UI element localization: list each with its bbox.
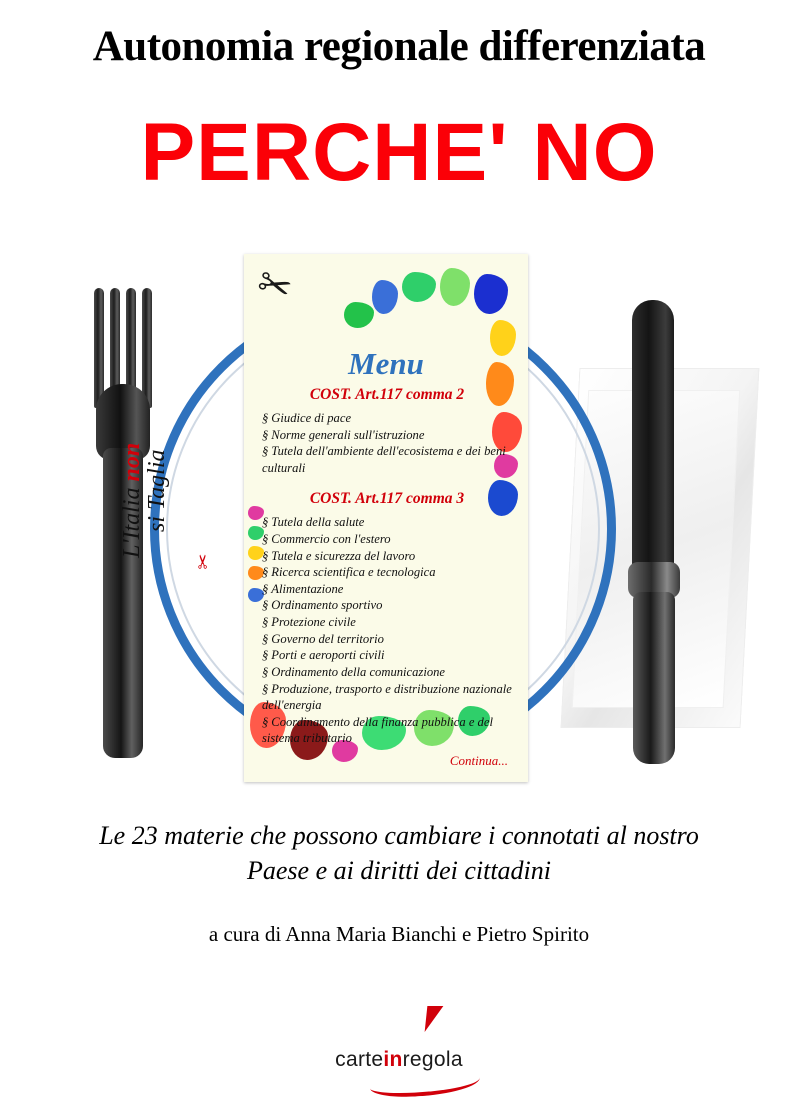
- menu-heading-comma2: COST. Art.117 comma 2: [309, 386, 465, 403]
- section-mark: §: [262, 444, 269, 459]
- scissors-icon: ✂: [251, 258, 298, 313]
- page-title-subtitle: Autonomia regionale differenziata: [92, 23, 706, 70]
- poster-byline: a cura di Anna Maria Bianchi e Pietro Spirito: [208, 922, 590, 946]
- knife-icon: [626, 300, 686, 764]
- list-item: [262, 514, 512, 531]
- caption-line-2: Paese e ai diritti dei cittadini: [246, 856, 551, 886]
- list-item: [262, 581, 512, 598]
- region-blob: [402, 272, 436, 302]
- menu-list-comma3: [262, 514, 512, 747]
- side-logo-line1: L'Italia: [119, 481, 145, 558]
- section-mark: §: [262, 615, 269, 630]
- logo-part-3: regola: [402, 1048, 463, 1071]
- section-mark: §: [262, 714, 269, 729]
- list-item: [262, 410, 512, 427]
- footer-logo-text: [0, 1048, 798, 1072]
- list-item-label: Protezione civile: [271, 615, 356, 630]
- section-mark: §: [262, 565, 269, 580]
- list-item: [262, 681, 512, 714]
- list-item-label: Porti e aeroporti civili: [271, 648, 385, 663]
- list-item: [262, 427, 512, 444]
- side-logo-line2: si Taglia: [144, 449, 171, 532]
- region-blob: [474, 274, 508, 314]
- list-item: [262, 631, 512, 648]
- page-title-main: PERCHE' NO: [140, 107, 658, 198]
- menu-heading-comma3: COST. Art.117 comma 3: [309, 490, 465, 508]
- list-item: [262, 647, 512, 664]
- list-item-label: Giudice di pace: [271, 411, 352, 425]
- section-mark: §: [262, 581, 269, 596]
- list-item-label: Tutela e sicurezza del lavoro: [271, 548, 416, 563]
- caption-line-1: Le 23 materie che possono cambiare i connotati al nostro: [99, 821, 699, 850]
- section-mark: §: [262, 681, 269, 696]
- list-item: [262, 714, 512, 747]
- region-blob: [372, 280, 398, 314]
- side-logo-non: non: [119, 442, 145, 482]
- list-item-label: Commercio con l'estero: [271, 532, 391, 547]
- section-mark: §: [262, 631, 269, 646]
- menu-continua-label: Continua...: [449, 752, 508, 768]
- list-item: [262, 564, 512, 581]
- section-mark: §: [262, 648, 269, 663]
- flag-icon: [420, 1006, 454, 1046]
- list-item-label: Ordinamento sportivo: [271, 598, 383, 613]
- list-item: [262, 614, 512, 631]
- section-mark: §: [262, 411, 269, 425]
- list-item-label: Coordinamento della finanza pubblica e del sistema tributario: [262, 714, 493, 746]
- table-setting-illustration: [0, 228, 798, 808]
- section-mark: §: [262, 532, 269, 547]
- list-item: [262, 443, 512, 476]
- section-mark: §: [262, 664, 269, 679]
- list-item-label: Produzione, trasporto e distribuzione nazionale dell'energia: [262, 681, 512, 713]
- menu-list-comma2: [262, 410, 512, 476]
- section-mark: §: [262, 548, 269, 563]
- footer-logo: [0, 1006, 798, 1096]
- list-item-label: Norme generali sull'istruzione: [271, 427, 425, 442]
- list-item: [262, 548, 512, 565]
- section-mark: §: [262, 515, 269, 530]
- section-mark: §: [262, 598, 269, 613]
- poster-caption: [0, 818, 798, 888]
- list-item-label: Governo del territorio: [271, 631, 384, 646]
- list-item-label: Tutela della salute: [271, 515, 365, 530]
- list-item-label: Alimentazione: [271, 581, 344, 596]
- region-blob: [344, 302, 374, 328]
- list-item-label: Ricerca scientifica e tecnologica: [271, 565, 436, 580]
- section-mark: §: [262, 427, 269, 442]
- list-item: [262, 597, 512, 614]
- list-item: [262, 664, 512, 681]
- menu-body: [262, 382, 512, 769]
- region-blob: [440, 268, 470, 306]
- logo-part-2: in: [383, 1048, 403, 1071]
- list-item-label: Tutela dell'ambiente dell'ecosistema e dei beni culturali: [262, 444, 506, 475]
- menu-card: [244, 254, 528, 782]
- list-item-label: Ordinamento della comunicazione: [271, 664, 446, 679]
- menu-title: Menu: [348, 346, 424, 381]
- scissors-small-icon: ✂: [193, 553, 215, 570]
- logo-part-1: carte: [335, 1048, 384, 1071]
- list-item: [262, 531, 512, 548]
